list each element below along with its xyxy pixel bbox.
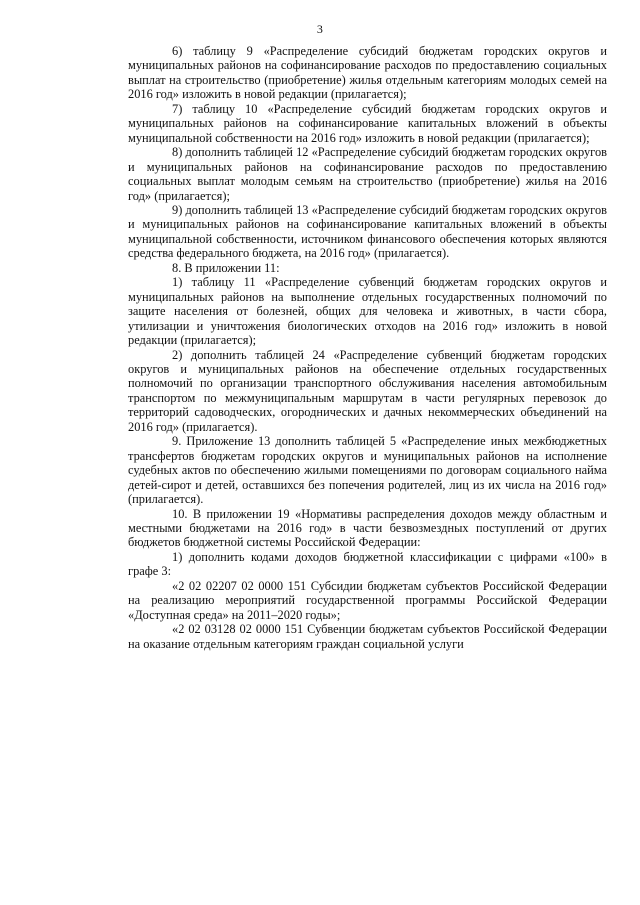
section-8-heading: 8. В приложении 11: — [172, 260, 280, 275]
section-9-paragraph: 9. Приложение 13 дополнить таблицей 5 «Распределение иных межбюджетных трансфертов бюджетам городских округов и муниципальных районов на исполнение судебных актов по обеспечению жилыми помещениями по договорам социального найма детей-сирот и детей, оставшихся без попечения родителей, лиц из их числа на 2016 год» (прилагается). — [128, 434, 607, 507]
budget-code-entry: «2 02 02207 02 0000 151 Субсидии бюджетам субъектов Российской Федерации на реализацию мероприятий государственной программы Российской Федерации «Доступная среда» на 2011–2020 годы»; — [128, 578, 607, 622]
paragraph-item-7: 7) таблицу 10 «Распределение субсидий бюджетам городских округов и муниципальных районов на софинансирование капитальных вложений в объекты муниципальной собственности на 2016 год» изложить в новой редакции (прилагается); — [128, 101, 607, 145]
paragraph-section-10-item-1: 1) дополнить кодами доходов бюджетной классификации с цифрами «100» в графе 3: — [128, 549, 607, 579]
paragraph-section-8-item-2: 2) дополнить таблицей 24 «Распределение субвенций бюджетам городских округов и муниципальных районов на обеспечение отдельных государственных полномочий по организации транспортного обслуживания населения автомобильным транспортом по межмуниципальным маршрутам в части регулярных перевозок до территорий садоводческих, огороднических и дачных некоммерческих объединений на 2016 год» (прилагается). — [128, 347, 607, 434]
paragraph-item-6: 6) таблицу 9 «Распределение субсидий бюджетам городских округов и муниципальных районов на софинансирование расходов по предоставлению социальных выплат на строительство (приобретение) жилья отдельным категориям молодых семей на 2016 год» изложить в новой редакции (прилагается); — [128, 44, 607, 102]
paragraph-item-8: 8) дополнить таблицей 12 «Распределение субсидий бюджетам городских округов и муниципальных районов на софинансирование расходов по предоставлению социальных выплат молодым семьям на строительство (приобретение) жилья на 2016 год» (прилагается); — [128, 145, 607, 203]
budget-code-entry: «2 02 03128 02 0000 151 Субвенции бюджетам субъектов Российской Федерации на оказание отдельным категориям граждан социальной услуги — [128, 622, 607, 651]
document-body — [128, 44, 607, 651]
section-10-paragraph: 10. В приложении 19 «Нормативы распределения доходов между областным и местными бюджетами на 2016 год» в части безвозмездных поступлений от других бюджетов бюджетной системы Российской Федерации: — [128, 506, 607, 550]
page-number: 3 — [316, 22, 324, 36]
paragraph-section-8-item-1: 1) таблицу 11 «Распределение субвенций бюджетам городских округов и муниципальных районов на выполнение отдельных государственных полномочий по защите населения от болезней, общих для человека и животных, в части сбора, утилизации и уничтожения биологических отходов на 2016 год» изложить в новой редакции (прилагается); — [128, 275, 607, 348]
paragraph-item-9: 9) дополнить таблицей 13 «Распределение субсидий бюджетам городских округов и муниципальных районов на софинансирование капитальных вложений в объекты муниципальной собственности, источником финансового обеспечения которых являются средства федерального бюджета, на 2016 год» (прилагается). — [128, 202, 607, 261]
